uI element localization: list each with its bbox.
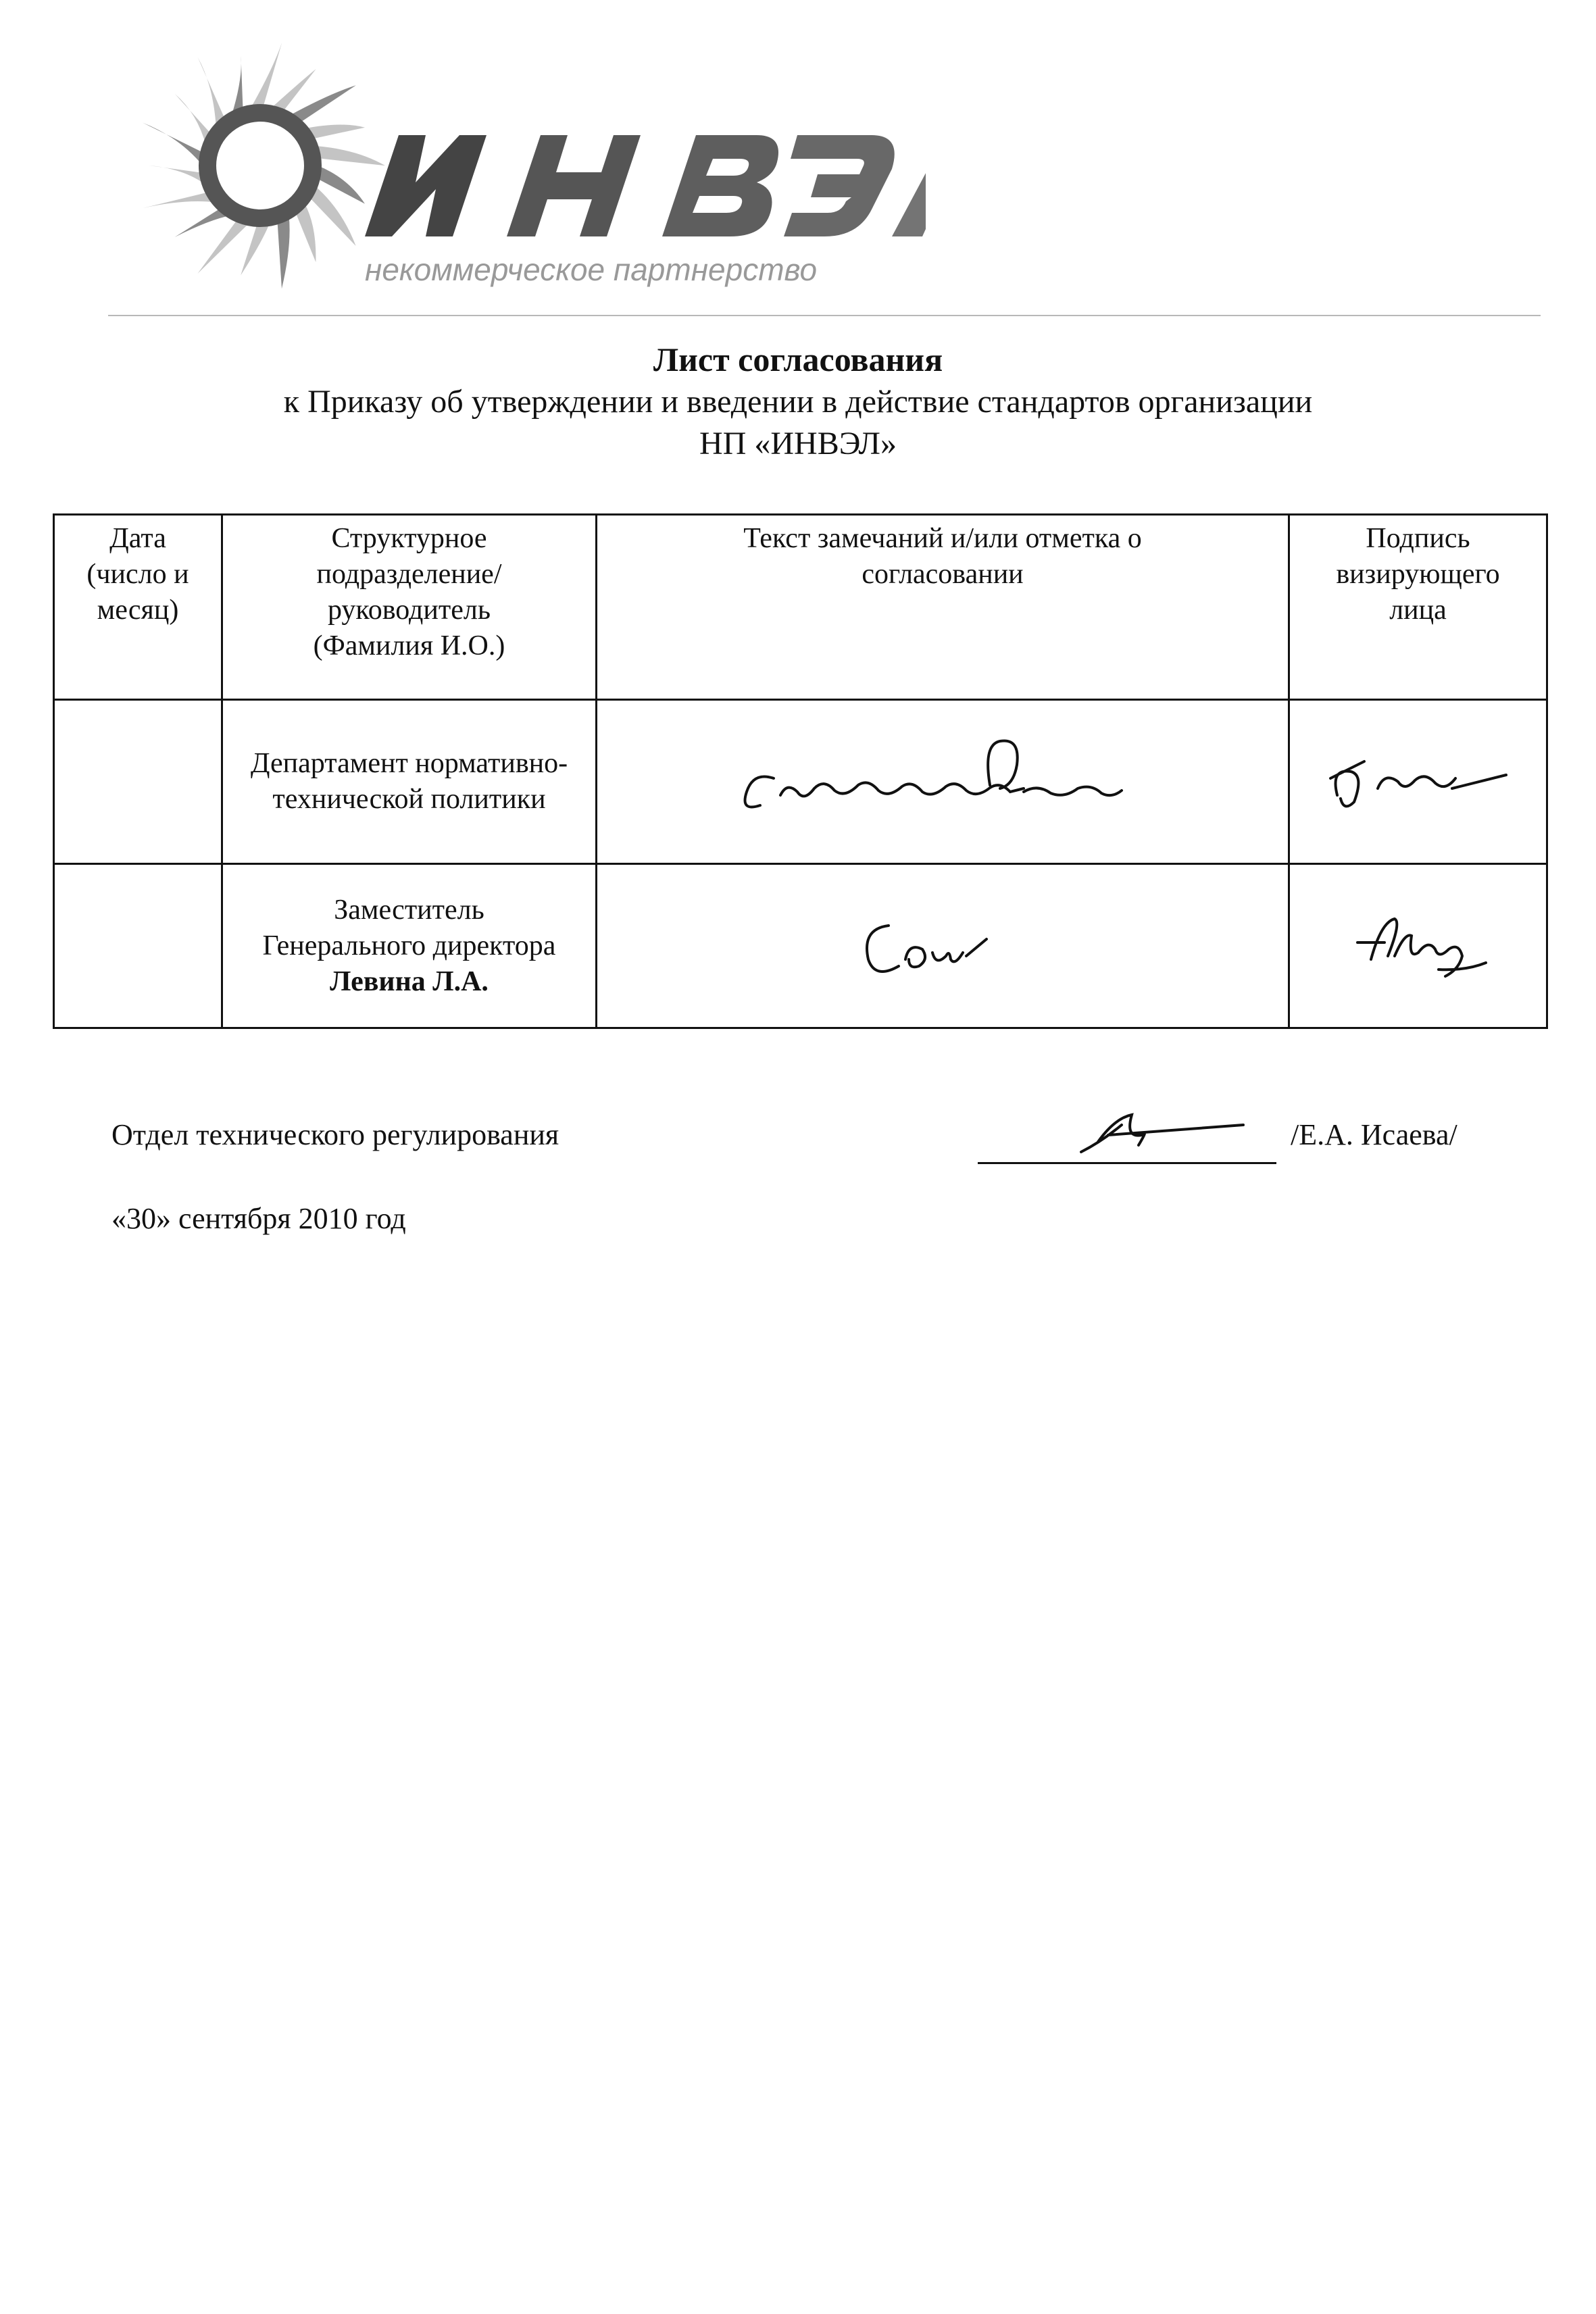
dept-line: технической политики (272, 784, 546, 815)
dept-person-name: Левина Л.А. (330, 965, 489, 997)
header-remarks (597, 515, 1289, 700)
table-header-row (54, 515, 1547, 700)
header-dept-line: Структурное (331, 523, 487, 554)
sun-ray (143, 123, 204, 166)
sun-ray (232, 55, 243, 116)
header-sign-line: Подпись (1366, 523, 1470, 554)
cell-remarks (597, 700, 1289, 864)
cell-remarks (597, 864, 1289, 1028)
dept-line: Заместитель (334, 894, 484, 926)
signature-line (978, 1162, 1276, 1164)
cell-department (222, 864, 597, 1028)
table-row (54, 700, 1547, 864)
header-date (54, 515, 222, 700)
document-subtitle-org: НП «ИНВЭЛ» (699, 426, 897, 461)
logo-tagline: некоммерческое партнерство (365, 252, 818, 287)
invel-logo (128, 27, 926, 311)
footer-signer-name: /Е.А. Исаева/ (1291, 1118, 1457, 1151)
header-dept-line: (Фамилия И.О.) (313, 630, 505, 661)
table-row (54, 864, 1547, 1028)
signature-image (1317, 741, 1520, 822)
document-subtitle: к Приказу об утверждении и введении в действие стандартов организации (283, 384, 1313, 420)
cell-signature (1289, 700, 1547, 864)
signature-image (1330, 895, 1506, 997)
header-sign-line: лица (1389, 595, 1447, 626)
header-dept-line: подразделение/ (316, 559, 502, 590)
signature-image (1068, 1095, 1264, 1169)
sun-ray (250, 43, 282, 109)
cell-department (222, 700, 597, 864)
cell-date (54, 700, 222, 864)
header-dept-line: руководитель (327, 595, 491, 626)
dept-line: Департамент нормативно- (250, 748, 568, 779)
sun-ray (241, 222, 270, 276)
header-date-line: (число и (86, 559, 189, 590)
header-date-line: месяц) (97, 595, 179, 626)
header-divider (108, 315, 1541, 316)
footer-department: Отдел технического регулирования (111, 1118, 559, 1151)
document-title: Лист согласования (653, 341, 943, 378)
header-remarks-line: Текст замечаний и/или отметка о (743, 523, 1142, 554)
header-sign-line: визирующего (1336, 559, 1500, 590)
document-header (0, 338, 1596, 465)
cell-date (54, 864, 222, 1028)
header-signature (1289, 515, 1547, 700)
handwritten-approval-note (733, 731, 1152, 832)
sun-ray (197, 218, 250, 274)
dept-line: Генерального директора (262, 930, 556, 961)
sun-ray (314, 146, 385, 166)
header-date-line: Дата (109, 523, 166, 554)
logo-graphic (128, 27, 926, 311)
footer-date: «30» сентября 2010 год (111, 1202, 406, 1235)
sun-ray (198, 57, 226, 129)
sun-ray (277, 216, 289, 289)
header-remarks-line: согласовании (862, 559, 1024, 590)
handwritten-approval-note (841, 899, 1044, 993)
approval-table (53, 513, 1548, 1029)
sun-ray (143, 192, 216, 208)
header-department (222, 515, 597, 700)
sun-ray (149, 166, 206, 185)
sun-emblem-icon (143, 43, 385, 288)
logo-wordmark (365, 135, 926, 287)
footer-signature (1068, 1095, 1264, 1172)
cell-signature (1289, 864, 1547, 1028)
